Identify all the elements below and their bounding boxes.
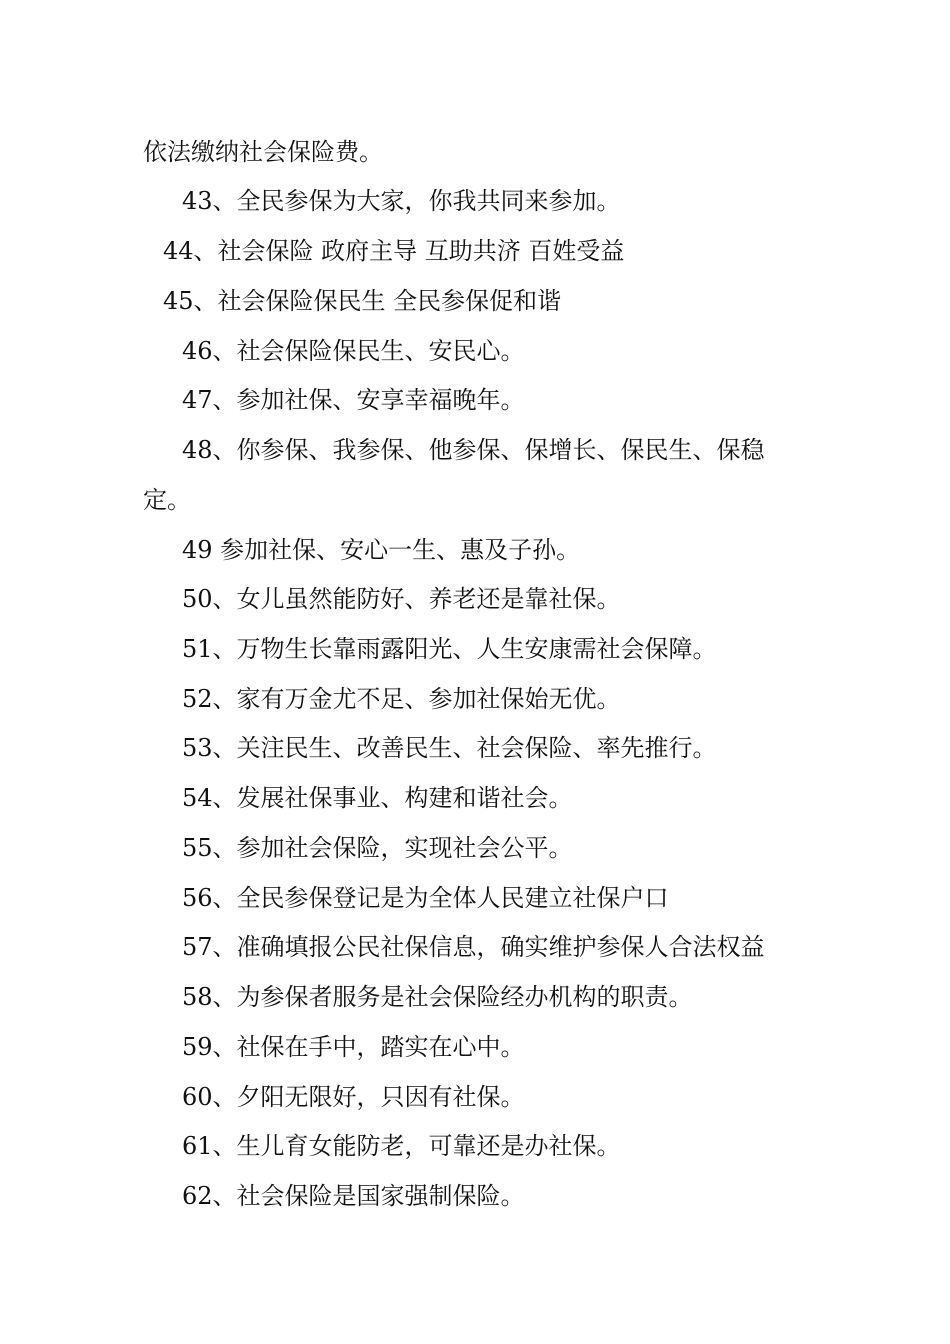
text-line: 55、参加社会保险，实现社会公平。 <box>182 834 573 862</box>
text-line: 44、社会保险 政府主导 互助共济 百姓受益 <box>163 237 625 265</box>
text-line: 52、家有万金尤不足、参加社保始无优。 <box>182 685 621 713</box>
text-line: 依法缴纳社会保险费。 <box>143 138 383 166</box>
text-line: 47、参加社保、安享幸福晚年。 <box>182 386 525 414</box>
text-line: 57、准确填报公民社保信息，确实维护参保人合法权益 <box>182 933 765 961</box>
text-line: 46、社会保险保民生、安民心。 <box>182 337 525 365</box>
text-line: 61、生儿育女能防老，可靠还是办社保。 <box>182 1132 621 1160</box>
text-line: 62、社会保险是国家强制保险。 <box>182 1182 525 1210</box>
text-line: 45、社会保险保民生 全民参保促和谐 <box>163 287 562 315</box>
text-line: 定。 <box>143 486 191 514</box>
text-line: 58、为参保者服务是社会保险经办机构的职责。 <box>182 983 693 1011</box>
text-line: 53、关注民生、改善民生、社会保险、率先推行。 <box>182 734 717 762</box>
text-line: 49 参加社保、安心一生、惠及子孙。 <box>182 536 581 564</box>
text-line: 50、女儿虽然能防好、养老还是靠社保。 <box>182 585 621 613</box>
text-line: 56、全民参保登记是为全体人民建立社保户口 <box>182 884 669 912</box>
text-line: 59、社保在手中，踏实在心中。 <box>182 1033 525 1061</box>
text-line: 51、万物生长靠雨露阳光、人生安康需社会保障。 <box>182 635 717 663</box>
text-line: 43、全民参保为大家，你我共同来参加。 <box>182 187 621 215</box>
text-line: 60、夕阳无限好，只因有社保。 <box>182 1083 525 1111</box>
text-line: 54、发展社保事业、构建和谐社会。 <box>182 784 573 812</box>
text-line: 48、你参保、我参保、他参保、保增长、保民生、保稳 <box>182 436 765 464</box>
